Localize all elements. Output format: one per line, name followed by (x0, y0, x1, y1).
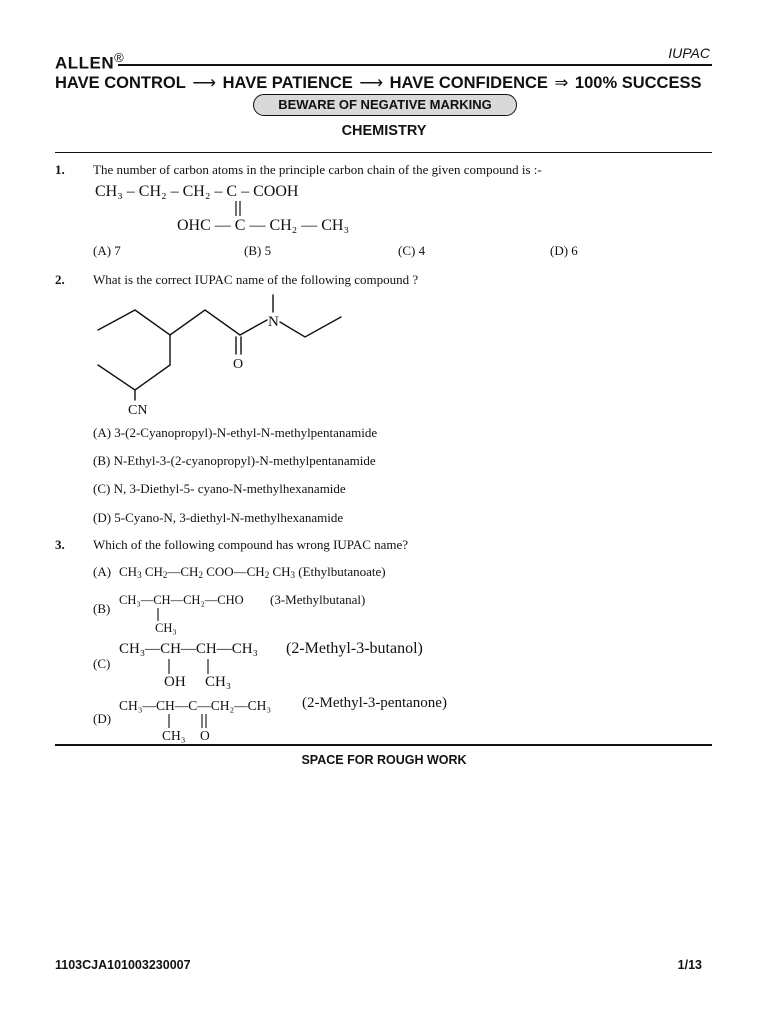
option-b-bond (155, 608, 161, 622)
option-b-substituent: CH₃ (155, 621, 177, 635)
atom-n: N (268, 314, 279, 330)
option-d-formula: CH₃—CH—C—CH₂—CH₃ (119, 698, 272, 713)
option-d-name: (2-Methyl-3-pentanone) (302, 695, 447, 711)
page-number: 1/13 (677, 958, 702, 972)
question-number: 2. (55, 272, 65, 287)
option-c-substituent-ch3: CH₃ (205, 674, 232, 690)
footer-rule (55, 744, 712, 746)
question-number: 1. (55, 162, 65, 177)
q1-formula-line1: CH₃ – CH₂ – CH₂ – C – COOH (95, 183, 299, 200)
negative-marking-banner: BEWARE OF NEGATIVE MARKING (253, 94, 517, 116)
q1-formula-line3: OHC — C — CH₂ — CH₃ (177, 217, 350, 234)
section-rule (55, 152, 712, 153)
option-c[interactable]: (C) N, 3-Diethyl-5- cyano-N-methylhexanamide (93, 481, 346, 496)
q1-double-bond (230, 199, 250, 219)
paper-code: 1103CJA101003230007 (55, 958, 191, 972)
option-d[interactable]: (D) 6 (550, 243, 578, 258)
question-text: Which of the following compound has wrong IUPAC name? (93, 537, 409, 552)
rough-work-label: SPACE FOR ROUGH WORK (301, 753, 467, 767)
option-d-substituent-ch3: CH₃ (162, 728, 186, 743)
option-c-bonds (164, 659, 214, 675)
option-b[interactable]: (B) 5 (244, 243, 272, 258)
option-d-label[interactable]: (D) (93, 711, 112, 726)
question-number: 3. (55, 537, 65, 552)
header-rule (118, 64, 712, 66)
option-a[interactable]: (A) 3-(2-Cyanopropyl)-N-ethyl-N-methylpentanamide (93, 425, 378, 440)
option-a-label[interactable]: (A) (93, 564, 112, 579)
option-b-label[interactable]: (B) (93, 601, 111, 616)
option-a[interactable]: (A) 7 (93, 243, 121, 258)
question-text: What is the correct IUPAC name of the following compound ? (93, 272, 419, 287)
topic-label: IUPAC (668, 45, 710, 61)
option-c-label[interactable]: (C) (93, 656, 111, 671)
brand-logo: ALLEN® (55, 50, 125, 73)
option-d[interactable]: (D) 5-Cyano-N, 3-diethyl-N-methylhexanamide (93, 510, 344, 525)
option-c-name: (2-Methyl-3-butanol) (286, 640, 423, 657)
option-c[interactable]: (C) 4 (398, 243, 426, 258)
atom-cn: CN (128, 403, 148, 418)
option-a-name: (Ethylbutanoate) (298, 564, 386, 579)
option-c-substituent-oh: OH (164, 674, 186, 690)
option-d-substituent-o: O (200, 728, 210, 743)
option-c-formula: CH₃—CH—CH—CH₃ (119, 641, 258, 657)
q2-skeletal-structure (90, 290, 350, 420)
option-a-formula: $CH_3$ $CH_2—CH_2$ $COO—CH_2$ $CH_3$ (Ethylbutanoate) (119, 564, 386, 580)
subject-title: CHEMISTRY (341, 123, 427, 139)
atom-o: O (233, 357, 244, 372)
option-b-name: (3-Methylbutanal) (270, 592, 366, 607)
option-b-formula: CH₃—CH—CH₂—CHO (119, 593, 244, 607)
motto: HAVE CONTROL ⟶ HAVE PATIENCE ⟶ HAVE CONFIDENCE ⇒ 100% SUCCESS (55, 74, 702, 92)
option-b[interactable]: (B) N-Ethyl-3-(2-cyanopropyl)-N-methylpentanamide (93, 453, 376, 468)
question-text: The number of carbon atoms in the principle carbon chain of the given compound is :- (93, 162, 542, 177)
